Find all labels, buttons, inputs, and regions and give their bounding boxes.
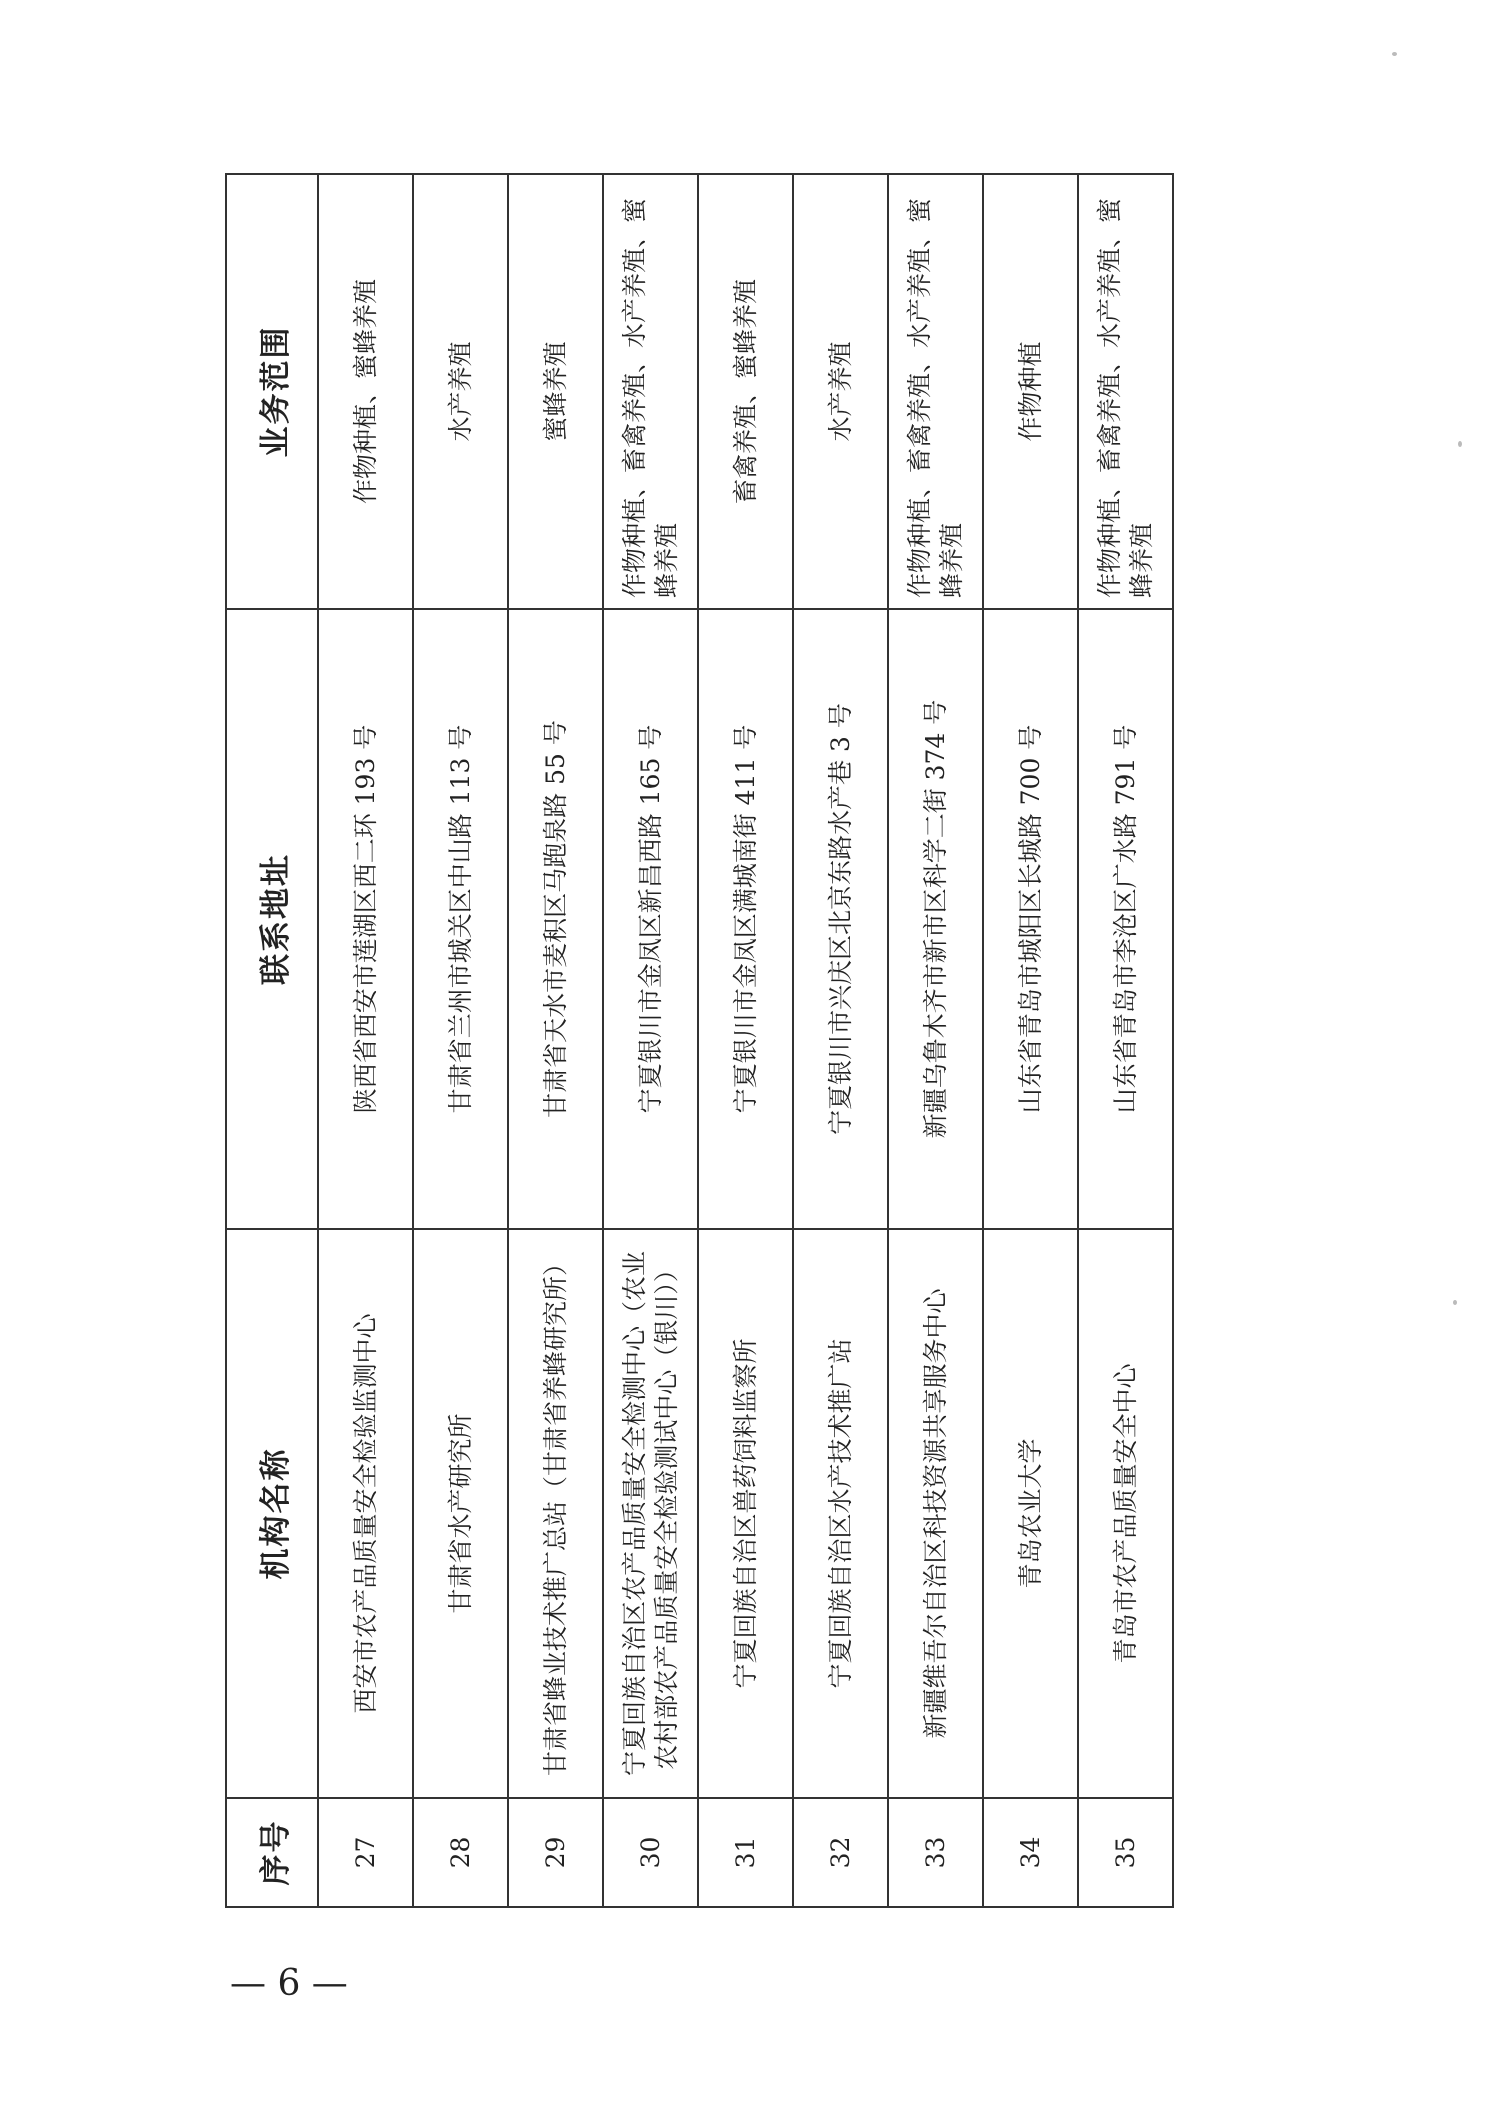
address-cell: 陕西省西安市莲湖区西二环 193 号: [318, 609, 413, 1229]
scan-speck: [1458, 441, 1462, 447]
rotated-table-wrapper: [225, 175, 1156, 1908]
table-row: [603, 174, 698, 1907]
name-cell: 西安市农产品质量安全检验监测中心: [318, 1229, 413, 1798]
address-cell: 山东省青岛市李沧区广水路 791 号: [1078, 609, 1173, 1229]
table-row: [698, 174, 793, 1907]
table-row: [888, 174, 983, 1907]
seq-cell: 33: [888, 1798, 983, 1907]
name-cell: 甘肃省蜂业技术推广总站（甘肃省养蜂研究所）: [508, 1229, 603, 1798]
header-address: 联系地址: [226, 609, 318, 1229]
scope-cell: 畜禽养殖、蜜蜂养殖: [698, 174, 793, 609]
seq-cell: 32: [793, 1798, 888, 1907]
seq-cell: 30: [603, 1798, 698, 1907]
name-cell: 宁夏回族自治区水产技术推广站: [793, 1229, 888, 1798]
seq-cell: 28: [413, 1798, 508, 1907]
table-row: [413, 174, 508, 1907]
seq-cell: 35: [1078, 1798, 1173, 1907]
table-row: [1078, 174, 1173, 1907]
address-cell: 甘肃省兰州市城关区中山路 113 号: [413, 609, 508, 1229]
scope-cell: 作物种植、畜禽养殖、水产养殖、蜜蜂养殖: [1078, 174, 1173, 609]
address-cell: 山东省青岛市城阳区长城路 700 号: [983, 609, 1078, 1229]
seq-cell: 27: [318, 1798, 413, 1907]
seq-cell: 31: [698, 1798, 793, 1907]
table-header-row: [226, 174, 318, 1907]
name-cell: 青岛农业大学: [983, 1229, 1078, 1798]
header-name: 机构名称: [226, 1229, 318, 1798]
name-cell: 新疆维吾尔自治区科技资源共享服务中心: [888, 1229, 983, 1798]
table-row: [508, 174, 603, 1907]
address-cell: 宁夏银川市兴庆区北京东路水产巷 3 号: [793, 609, 888, 1229]
scope-cell: 蜜蜂养殖: [508, 174, 603, 609]
table-row: [318, 174, 413, 1907]
table-row: [793, 174, 888, 1907]
seq-cell: 29: [508, 1798, 603, 1907]
scope-cell: 作物种植、蜜蜂养殖: [318, 174, 413, 609]
address-cell: 宁夏银川市金凤区满城南街 411 号: [698, 609, 793, 1229]
institution-table: [225, 173, 1174, 1908]
table-row: [983, 174, 1078, 1907]
seq-cell: 34: [983, 1798, 1078, 1907]
address-cell: 新疆乌鲁木齐市新市区科学二街 374 号: [888, 609, 983, 1229]
address-cell: 宁夏银川市金凤区新昌西路 165 号: [603, 609, 698, 1229]
scope-cell: 作物种植、畜禽养殖、水产养殖、蜜蜂养殖: [603, 174, 698, 609]
header-seq: 序号: [226, 1798, 318, 1907]
header-scope: 业务范围: [226, 174, 318, 609]
page-number: — 6 —: [230, 1963, 348, 2004]
scope-cell: 作物种植: [983, 174, 1078, 609]
name-cell: 青岛市农产品质量安全中心: [1078, 1229, 1173, 1798]
address-cell: 甘肃省天水市麦积区马跑泉路 55 号: [508, 609, 603, 1229]
scan-speck: [1453, 1300, 1457, 1305]
scope-cell: 水产养殖: [793, 174, 888, 609]
name-cell: 宁夏回族自治区兽药饲料监察所: [698, 1229, 793, 1798]
scope-cell: 水产养殖: [413, 174, 508, 609]
scope-cell: 作物种植、畜禽养殖、水产养殖、蜜蜂养殖: [888, 174, 983, 609]
name-cell: 甘肃省水产研究所: [413, 1229, 508, 1798]
name-cell: 宁夏回族自治区农产品质量安全检测中心（农业农村部农产品质量安全检验测试中心（银川））: [603, 1229, 698, 1798]
scan-speck: [1392, 52, 1397, 56]
